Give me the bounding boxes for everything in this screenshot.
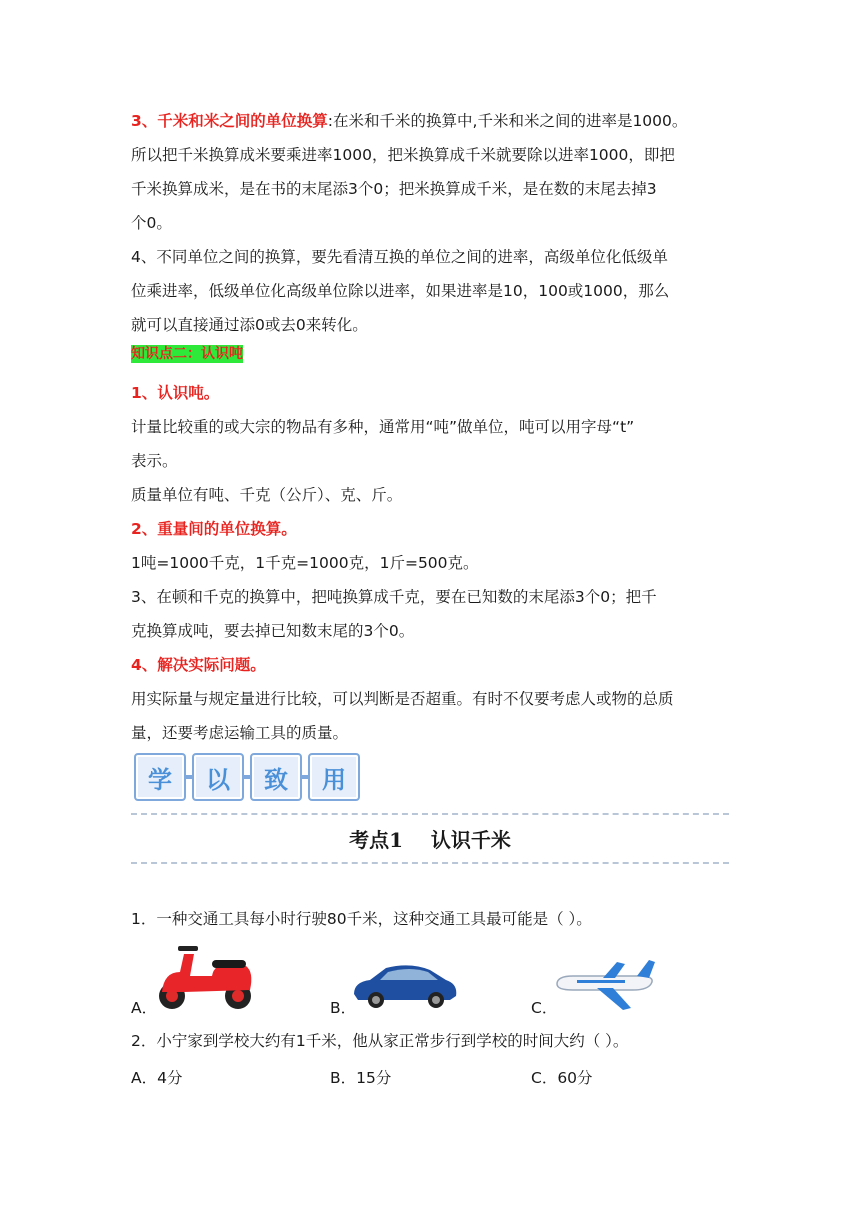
q2-option-c[interactable]: C．60分: [531, 1069, 593, 1087]
q1-option-b[interactable]: B．: [330, 999, 357, 1017]
ton-text-3b: 克换算成吨，要去掉已知数末尾的3个0。: [131, 622, 415, 640]
ton-text-2: 1吨=1000千克，1千克=1000克，1斤=500克。: [131, 554, 479, 572]
car-image: [350, 960, 460, 1010]
ton-text-1c: 质量单位有吨、千克（公斤）、克、斤。: [131, 486, 403, 504]
ton-text-1a: 计量比较重的或大宗的物品有多种，通常用“吨”做单位，吨可以用字母“t”: [131, 418, 635, 436]
banner-tile-2: 以: [192, 753, 244, 801]
ton-text-3a: 3、在顿和千克的换算中，把吨换算成千克，要在已知数的末尾添3个0；把千: [131, 588, 657, 606]
section3-line4: 个0。: [131, 214, 172, 232]
section3-line3: 千米换算成米，是在书的末尾添3个0；把米换算成千米，是在数的末尾去掉3: [131, 180, 657, 198]
question-1-stem: 1．一种交通工具每小时行驶80千米，这种交通工具最可能是（ ）。: [131, 910, 592, 928]
airplane-image: [553, 958, 657, 1012]
ton-text-1b: 表示。: [131, 452, 178, 470]
section3-text: :在米和千米的换算中,千米和米之间的进率是1000。: [327, 112, 688, 130]
banner-tile-1: 学: [134, 753, 186, 801]
banner-tile-4: 用: [308, 753, 360, 801]
ton-text-4b: 量，还要考虑运输工具的质量。: [131, 724, 349, 742]
q2-option-a[interactable]: A．4分: [131, 1069, 183, 1087]
divider-top: [131, 813, 729, 815]
q1-option-a[interactable]: A．: [131, 999, 158, 1017]
divider-bottom: [131, 862, 729, 864]
section4-line2: 位乘进率，低级单位化高级单位除以进率，如果进率是10，100或1000，那么: [131, 282, 670, 300]
ton-heading-4: 4、解决实际问题。: [131, 656, 266, 674]
knowledge-point-2-label: [131, 343, 243, 364]
ton-text-4a: 用实际量与规定量进行比较，可以判断是否超重。有时不仅要考虑人或物的总质: [131, 690, 674, 708]
section4-line3: 就可以直接通过添0或去0来转化。: [131, 316, 368, 334]
section3-heading: 3、千米和米之间的单位换算: [131, 112, 328, 130]
question-2-stem: 2．小宁家到学校大约有1千米，他从家正常步行到学校的时间大约（ ）。: [131, 1032, 629, 1050]
ton-heading-1: 1、认识吨。: [131, 384, 220, 402]
section3-line2: 所以把千米换算成米要乘进率1000，把米换算成千米就要除以进率1000，即把: [131, 146, 675, 164]
ton-heading-2: 2、重量间的单位换算。: [131, 520, 297, 538]
section4-line1: 4、不同单位之间的换算，要先看清互换的单位之间的进率，高级单位化低级单: [131, 248, 668, 266]
scooter-image: [154, 942, 256, 1012]
section3-line1: [131, 104, 741, 138]
q1-option-c[interactable]: C．: [531, 999, 558, 1017]
q2-option-b[interactable]: B．15分: [330, 1069, 392, 1087]
banner-tile-3: 致: [250, 753, 302, 801]
knowledge-point-2-text: 知识点二：认识吨: [131, 346, 243, 362]
kaodian-title: 考点1 认识千米: [349, 828, 511, 852]
study-apply-banner: [134, 752, 360, 802]
